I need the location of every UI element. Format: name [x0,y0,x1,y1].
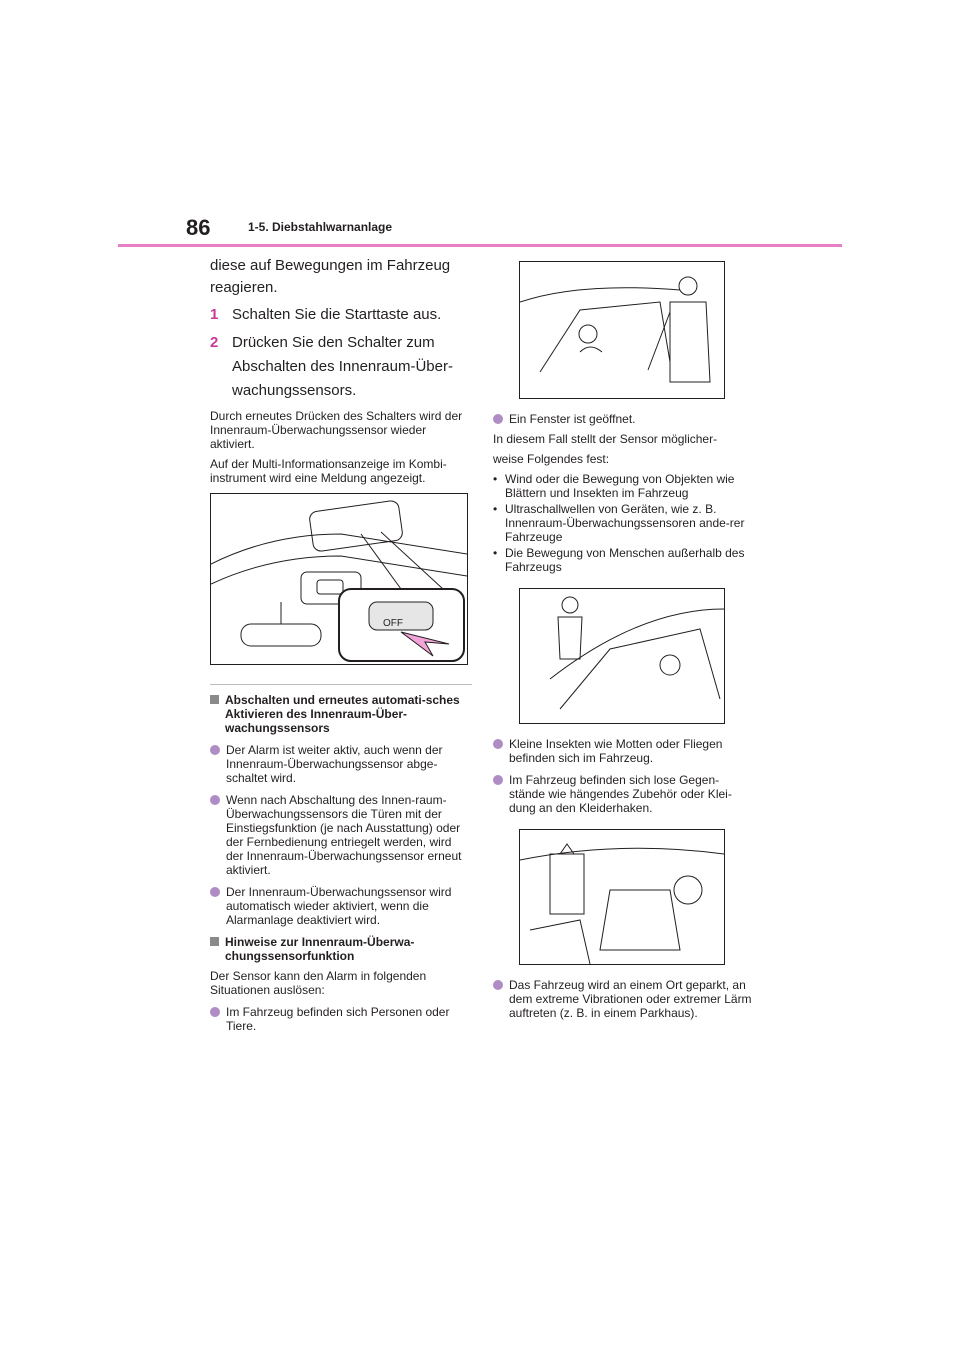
overhead-console-figure [210,493,468,665]
list-item: Das Fahrzeug wird an einem Ort geparkt, an dem extreme Vibrationen oder extremer Lärm auftreten (z. B. in einem Parkhaus). [493,978,755,1020]
off-label: OFF [383,618,403,629]
list-item: Im Fahrzeug befinden sich lose Gegen-stände wie hängendes Zubehör oder Klei-dung an den Kleiderhaken. [493,773,755,815]
list-item: Wenn nach Abschaltung des Innen-raum-Überwachungssensors die Türen mit der Einstiegsfunktion (je nach Ausstattung) oder der Fernbedienung entriegelt werden, wird der Innenraum-Überwachungssensor erneut aktiviert. [210,793,472,877]
note-reactivate: Durch erneutes Drücken des Schalters wird der Innenraum-Überwachungssensor wieder aktiviert. [210,409,463,451]
page-number: 86 [186,215,211,240]
section-heading [210,935,472,963]
intro-text: diese auf Bewegungen im Fahrzeug reagieren. [210,257,451,296]
bullet-icon [210,745,220,755]
list-item: • Die Bewegung von Menschen außerhalb des Fahrzeugs [493,546,745,574]
header-rule [118,244,842,247]
bullet-icon [210,1007,220,1017]
list-item: Kleine Insekten wie Motten oder Fliegen befinden sich im Fahrzeug. [493,737,755,765]
dot-marker: • [493,546,498,560]
bullet-icon [493,414,503,424]
paragraph: weise Folgendes fest: [493,452,610,466]
dot-marker: • [493,502,498,516]
paragraph: Der Sensor kann den Alarm in folgenden Situationen auslösen: [210,969,427,997]
list-item: Ein Fenster ist geöffnet. [493,412,755,426]
section-heading [210,693,472,735]
heading-square-icon [210,937,219,946]
dot-marker: • [493,472,498,486]
step-2 [210,331,472,403]
right-column [493,255,755,1020]
interior-hanging-clothes-figure [519,829,725,965]
step-number: 2 [210,334,219,351]
bullet-icon [493,775,503,785]
divider [210,684,472,685]
step-number: 1 [210,306,219,323]
step-1 [210,303,472,327]
heading-text: Abschalten und erneutes automati-sches Aktivieren des Innenraum-Über-wachungssensors [225,693,460,735]
bullet-icon [493,739,503,749]
bullet-icon [210,887,220,897]
step-text: Drücken Sie den Schalter zum Abschalten des Innenraum-Über-wachungssensors. [232,334,453,399]
list-item: Im Fahrzeug befinden sich Personen oder Tiere. [210,1005,472,1033]
step-text: Schalten Sie die Starttaste aus. [232,306,442,323]
list-item: • Ultraschallwellen von Geräten, wie z. B. Innenraum-Überwachungssensoren ande-rer Fahrzeuge [493,502,745,544]
open-window-dog-figure [519,261,725,399]
bullet-icon [210,795,220,805]
list-item: Der Alarm ist weiter aktiv, auch wenn der Innenraum-Überwachungssensor abge-schaltet wird. [210,743,472,785]
bullet-icon [493,980,503,990]
list-item: Der Innenraum-Überwachungssensor wird automatisch wieder aktiviert, wenn die Alarmanlage deaktiviert wird. [210,885,472,927]
left-column [210,255,472,1033]
heading-square-icon [210,695,219,704]
section-title: 1-5. Diebstahlwarnanlage [248,220,393,234]
note-message: Auf der Multi-Informationsanzeige im Kombi-instrument wird eine Meldung angezeigt. [210,457,447,485]
list-item: • Wind oder die Bewegung von Objekten wie Blättern und Insekten im Fahrzeug [493,472,735,500]
person-outside-car-figure [519,588,725,724]
heading-text: Hinweise zur Innenraum-Überwa-chungssensorfunktion [225,935,415,963]
paragraph: In diesem Fall stellt der Sensor möglicher- [493,432,718,446]
